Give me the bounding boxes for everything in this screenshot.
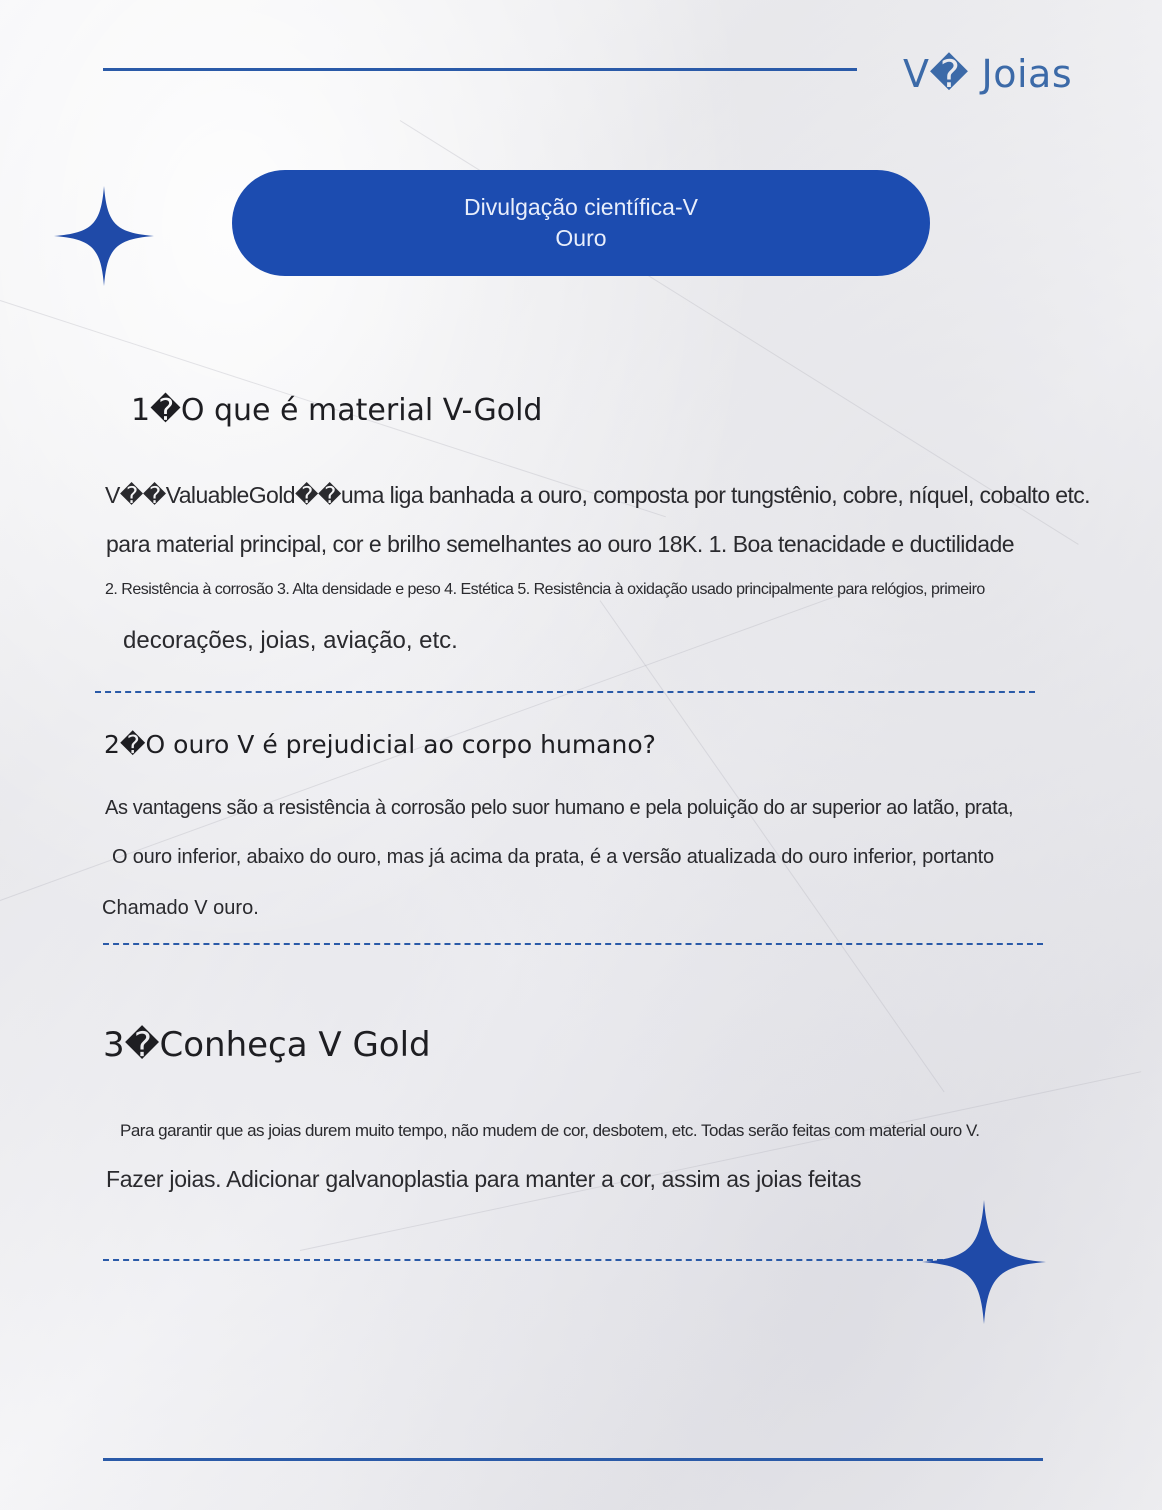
banner-line-2: Ouro bbox=[555, 225, 607, 251]
section-1-line-4: decorações, joias, aviação, etc. bbox=[123, 627, 458, 654]
section-3-heading: 3�Conheça V Gold bbox=[103, 1025, 431, 1065]
banner-line-1: Divulgação científica-V bbox=[464, 194, 698, 220]
footer-rule bbox=[103, 1458, 1043, 1461]
section-1-line-3: 2. Resistência à corrosão 3. Alta densidade e peso 4. Estética 5. Resistência à oxidação usado principalmente para relógios, primeiro bbox=[105, 581, 985, 598]
brand-title: V� Joias bbox=[903, 52, 1073, 96]
four-point-star-icon bbox=[922, 1200, 1046, 1324]
section-divider bbox=[103, 1259, 943, 1261]
section-2-line-3: Chamado V ouro. bbox=[102, 897, 259, 919]
topic-banner bbox=[232, 170, 930, 276]
section-2-line-1: As vantagens são a resistência à corrosão pelo suor humano e pela poluição do ar superior ao latão, prata, bbox=[105, 797, 1014, 819]
section-divider bbox=[95, 691, 1035, 693]
four-point-star-icon bbox=[54, 186, 154, 286]
section-divider bbox=[103, 943, 1043, 945]
section-3-line-1: Para garantir que as joias durem muito tempo, não mudem de cor, desbotem, etc. Todas serão feitas com material ouro V. bbox=[120, 1121, 980, 1140]
section-2-heading: 2�O ouro V é prejudicial ao corpo humano? bbox=[104, 730, 656, 759]
section-1-line-1: V��ValuableGold��uma liga banhada a ouro, composta por tungstênio, cobre, níquel, cobalto etc. bbox=[105, 482, 1090, 508]
section-1-heading: 1�O que é material V-Gold bbox=[131, 393, 543, 428]
section-2-line-2: O ouro inferior, abaixo do ouro, mas já acima da prata, é a versão atualizada do ouro inferior, portanto bbox=[112, 846, 994, 868]
header-rule bbox=[103, 68, 857, 71]
section-3-line-2: Fazer joias. Adicionar galvanoplastia para manter a cor, assim as joias feitas bbox=[106, 1166, 862, 1192]
section-1-line-2: para material principal, cor e brilho semelhantes ao ouro 18K. 1. Boa tenacidade e ductilidade bbox=[106, 531, 1015, 557]
